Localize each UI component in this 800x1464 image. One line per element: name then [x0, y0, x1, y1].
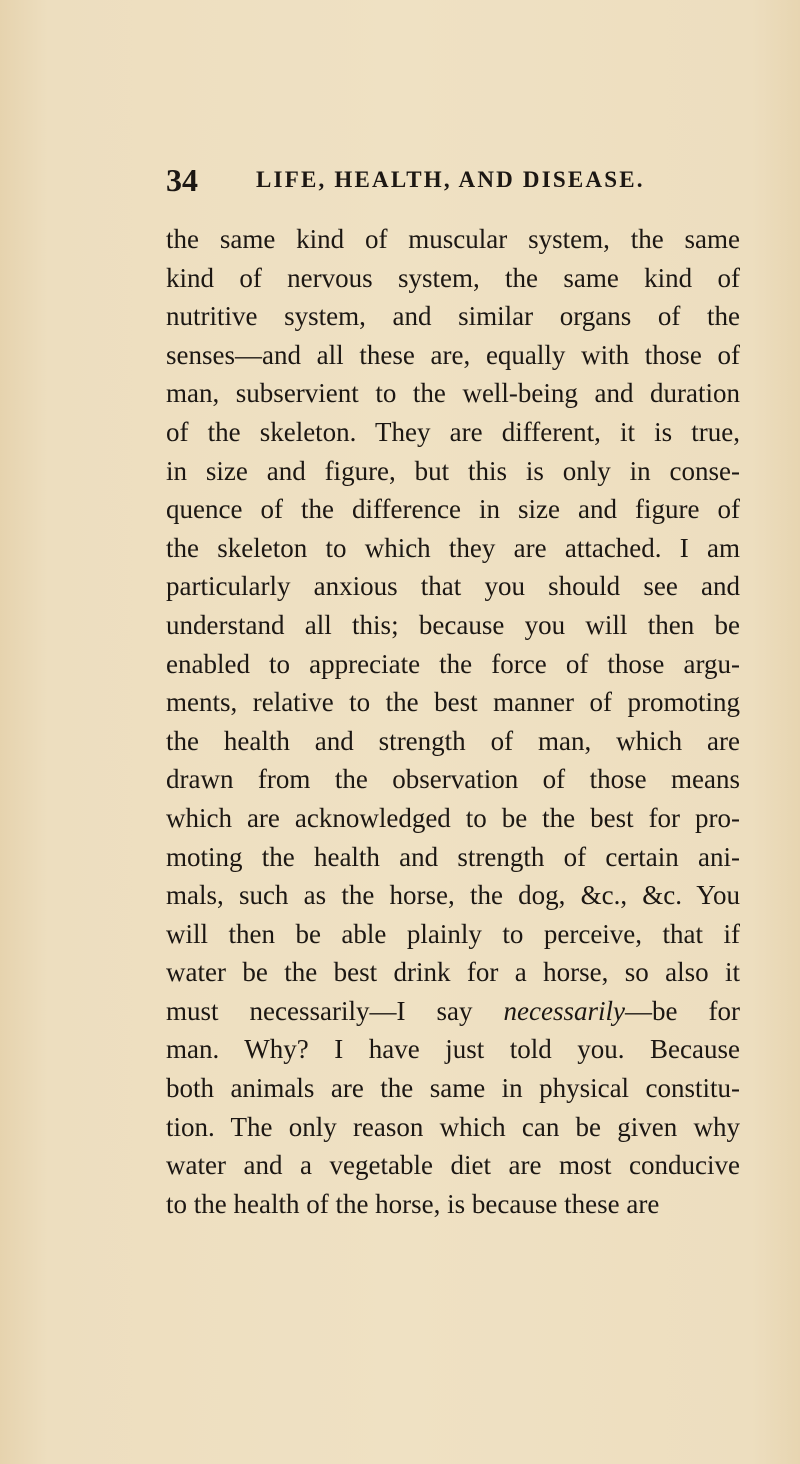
- running-header: [166, 160, 740, 200]
- text-line: quence of the difference in size and figure of: [166, 494, 740, 525]
- text-line: the health and strength of man, which are: [166, 725, 740, 756]
- text-line: both animals are the same in physical constitu-: [166, 1073, 740, 1104]
- text-line: kind of nervous system, the same kind of: [166, 262, 740, 293]
- running-title: LIFE, HEALTH, AND DISEASE.: [256, 167, 645, 192]
- text-line: to the health of the horse, is because these are: [166, 1188, 660, 1219]
- text-line: moting the health and strength of certain ani-: [166, 841, 740, 872]
- text-line: of the skeleton. They are different, it is true,: [166, 416, 740, 447]
- text-line: particularly anxious that you should see and: [166, 571, 740, 602]
- text-line: in size and figure, but this is only in conse-: [166, 455, 740, 486]
- text-line: water and a vegetable diet are most conducive: [166, 1150, 740, 1181]
- body-text: [166, 220, 740, 1223]
- text-segment: must necessarily—I say: [166, 995, 504, 1026]
- text-line: man. Why? I have just told you. Because: [166, 1034, 740, 1065]
- text-line: the skeleton to which they are attached. I am: [166, 532, 740, 563]
- page-number: 34: [166, 162, 198, 198]
- text-line: understand all this; because you will then be: [166, 609, 740, 640]
- text-line: will then be able plainly to perceive, that if: [166, 918, 740, 949]
- emphasized-word: necessarily: [503, 995, 625, 1026]
- text-line: [166, 992, 740, 1031]
- text-line: the same kind of muscular system, the same: [166, 224, 740, 254]
- text-line: mals, such as the horse, the dog, &c., &c. You: [166, 880, 740, 911]
- text-line: ments, relative to the best manner of promoting: [166, 687, 740, 718]
- text-line: enabled to appreciate the force of those argu-: [166, 648, 740, 679]
- text-line: senses—and all these are, equally with those of: [166, 339, 740, 370]
- text-line: which are acknowledged to be the best for pro-: [166, 802, 740, 833]
- text-line: tion. The only reason which can be given why: [166, 1111, 740, 1142]
- text-line: water be the best drink for a horse, so also it: [166, 957, 740, 988]
- text-line: man, subservient to the well-being and duration: [166, 378, 740, 409]
- text-line: drawn from the observation of those means: [166, 764, 740, 795]
- text-segment: —be for: [625, 995, 740, 1026]
- text-line: nutritive system, and similar organs of the: [166, 301, 740, 332]
